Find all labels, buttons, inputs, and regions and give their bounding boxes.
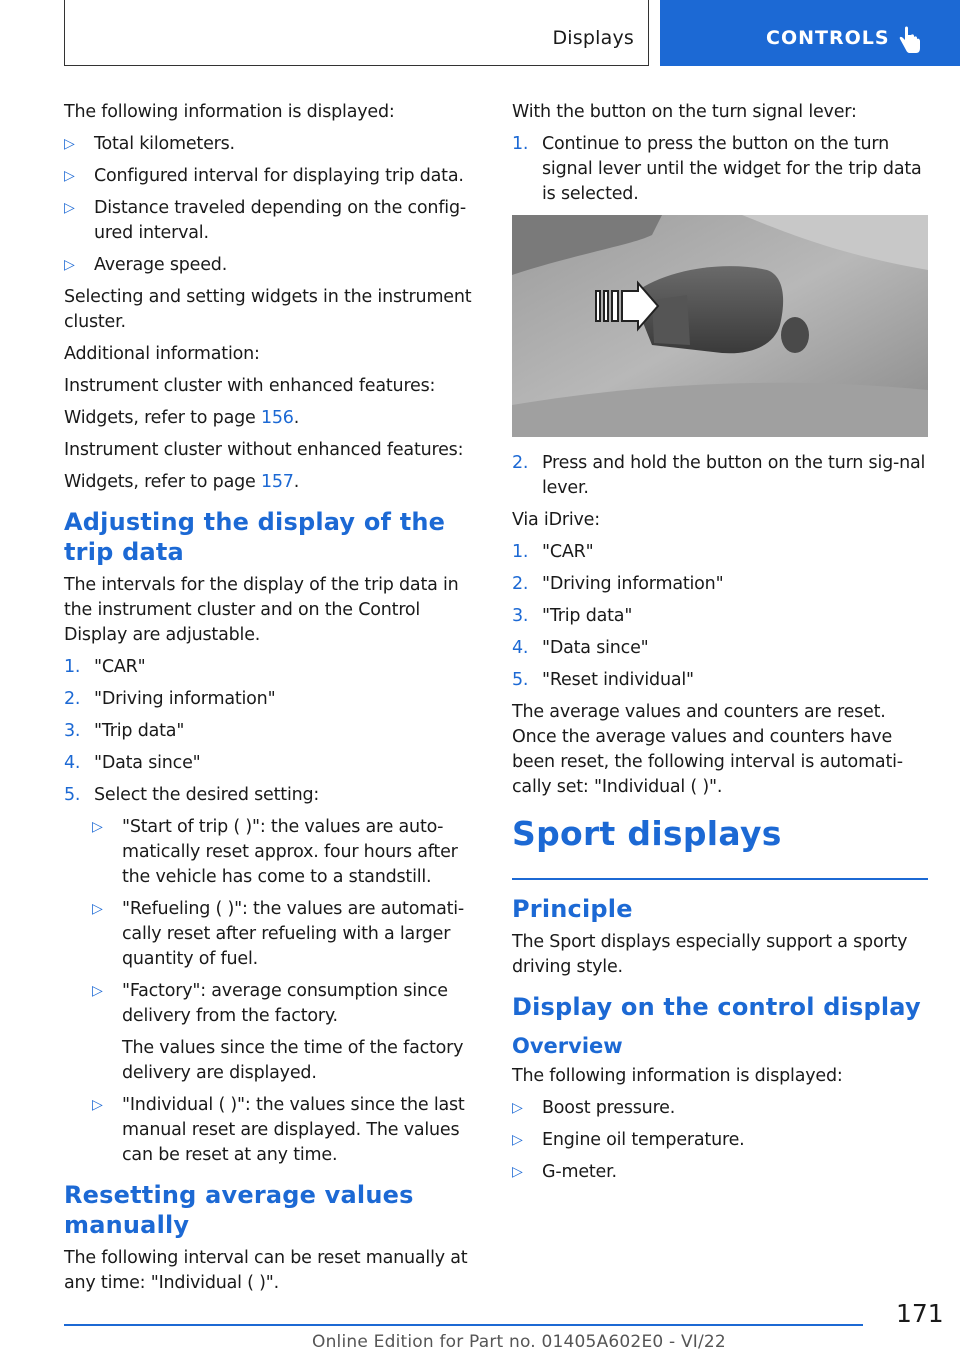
step-number: 2. [512, 574, 529, 594]
via-idrive-label: Via iDrive: [512, 510, 600, 530]
setting-text: "Factory": average consumption since delivery from the factory. [122, 981, 448, 1026]
step-text: Press and hold the button on the turn sig‐nal lever. [542, 453, 926, 498]
enhanced-cluster-label: Instrument cluster with enhanced features: [64, 376, 436, 396]
step-number: 2. [512, 453, 529, 473]
step-item [64, 687, 480, 712]
heading-adjusting: Adjusting the display of the trip data [64, 508, 446, 566]
setting-item [64, 979, 480, 1029]
step-text: "CAR" [542, 542, 594, 562]
chapter-title: CONTROLS [766, 27, 890, 49]
list-item-text: Boost pressure. [542, 1097, 676, 1118]
setting-note: The values since the time of the factory delivery are displayed. [122, 1038, 464, 1083]
triangle-right-icon: ▷ [512, 1163, 523, 1180]
intro-text: The following information is displayed: [64, 102, 395, 122]
overview-intro: The following information is displayed: [512, 1065, 843, 1086]
reference-text: Widgets, refer to page [64, 408, 261, 428]
reference-text: Widgets, refer to page [64, 472, 261, 492]
step-item [512, 668, 928, 693]
reset-text: The average values and counters are reset. Once the average values and counters have been reset, the following interval is automati‐cally set: "Individual ( )". [512, 702, 903, 797]
list-item-text: Total kilometers. [94, 134, 235, 154]
without-enhanced-label: Instrument cluster without enhanced features: [64, 440, 464, 460]
heading-divider [512, 878, 928, 880]
step-text: Select the desired setting: [94, 785, 320, 805]
turn-signal-intro: With the button on the turn signal lever: [512, 102, 857, 122]
heading-display-control: Display on the control display [512, 992, 921, 1021]
widgets-reference [64, 406, 480, 431]
heading-overview: Overview [512, 1033, 623, 1058]
triangle-right-icon: ▷ [64, 200, 75, 216]
step-number: 1. [512, 542, 529, 562]
list-item [64, 196, 480, 246]
principle-text: The Sport displays especially support a sporty driving style. [512, 931, 908, 977]
list-item [512, 1128, 928, 1153]
step-number: 5. [512, 670, 529, 690]
triangle-right-icon: ▷ [92, 1097, 103, 1113]
step-item [64, 719, 480, 744]
list-item [64, 164, 480, 189]
list-item [64, 253, 480, 278]
setting-item [64, 897, 480, 972]
header-section-box [64, 0, 649, 66]
setting-item [64, 815, 480, 890]
triangle-right-icon: ▷ [92, 901, 103, 917]
step-item [512, 540, 928, 565]
step-number: 1. [512, 134, 529, 154]
step-number: 4. [512, 638, 529, 658]
step-number: 5. [64, 785, 81, 805]
widgets-reference [64, 470, 480, 495]
triangle-right-icon: ▷ [64, 136, 75, 152]
section-title: Displays [552, 27, 634, 49]
list-item-text: Distance traveled depending on the config‐ured interval. [94, 198, 466, 243]
page-link-156[interactable]: 156 [260, 408, 294, 428]
step-text: "Driving information" [542, 574, 724, 594]
heading-resetting: Resetting average values manually [64, 1181, 414, 1239]
step-number: 3. [512, 606, 529, 626]
step-item [64, 655, 480, 680]
list-item [512, 1160, 928, 1185]
step-item [512, 636, 928, 661]
page-link-157[interactable]: 157 [260, 472, 294, 492]
list-item-text: Configured interval for displaying trip data. [94, 166, 464, 186]
step-number: 1. [64, 657, 81, 677]
turn-signal-lever-photo [512, 215, 928, 437]
left-column [64, 100, 480, 1303]
resetting-text: The following interval can be reset manually at any time: "Individual ( )". [64, 1248, 468, 1293]
triangle-right-icon: ▷ [64, 168, 75, 184]
edition-text: Online Edition for Part no. 01405A602E0 - VI/22 [312, 1332, 726, 1352]
triangle-right-icon: ▷ [92, 819, 103, 835]
list-item-text: G-meter. [542, 1161, 617, 1182]
step-item [512, 132, 928, 207]
step-text: "Reset individual" [542, 670, 694, 690]
step-text: "CAR" [94, 657, 146, 677]
triangle-right-icon: ▷ [512, 1099, 523, 1116]
step-item [512, 572, 928, 597]
list-item [64, 132, 480, 157]
list-item-text: Engine oil temperature. [542, 1129, 745, 1150]
period: . [293, 408, 300, 428]
step-number: 3. [64, 721, 81, 741]
selecting-text: Selecting and setting widgets in the instrument cluster. [64, 287, 472, 332]
step-number: 4. [64, 753, 81, 773]
additional-info-label: Additional information: [64, 344, 260, 364]
step-item [512, 604, 928, 629]
footer-divider [64, 1324, 863, 1326]
triangle-right-icon: ▷ [92, 983, 103, 999]
setting-text: "Refueling ( )": the values are automati‐cally reset after refueling with a larger quantity of fuel. [122, 899, 465, 969]
step-item [512, 451, 928, 501]
setting-text: "Individual ( )": the values since the last manual reset are displayed. The values can be reset at any time. [122, 1095, 465, 1165]
step-text: Continue to press the button on the turn signal lever until the widget for the trip data is selected. [542, 134, 922, 204]
page-number: 171 [896, 1299, 944, 1328]
list-item [512, 1096, 928, 1121]
adjusting-text: The intervals for the display of the trip data in the instrument cluster and on the Control Display are adjustable. [64, 575, 459, 645]
setting-text: "Start of trip ( )": the values are auto‐matically reset approx. four hours after the vehicle has come to a standstill. [122, 817, 458, 887]
step-number: 2. [64, 689, 81, 709]
list-item-text: Average speed. [94, 255, 228, 275]
heading-sport-displays: Sport displays [512, 814, 782, 853]
heading-principle: Principle [512, 894, 633, 923]
setting-item [64, 1093, 480, 1168]
right-column [512, 100, 928, 1192]
step-text: "Trip data" [94, 721, 185, 741]
step-item [64, 751, 480, 776]
triangle-right-icon: ▷ [512, 1131, 523, 1148]
step-text: "Driving information" [94, 689, 276, 709]
step-text: "Trip data" [542, 606, 633, 626]
header-chapter-tab[interactable] [660, 0, 960, 66]
triangle-right-icon: ▷ [64, 257, 75, 273]
step-text: "Data since" [94, 753, 201, 773]
step-text: "Data since" [542, 638, 649, 658]
pointing-hand-icon [896, 26, 922, 54]
period: . [293, 472, 300, 492]
step-item [64, 783, 480, 808]
